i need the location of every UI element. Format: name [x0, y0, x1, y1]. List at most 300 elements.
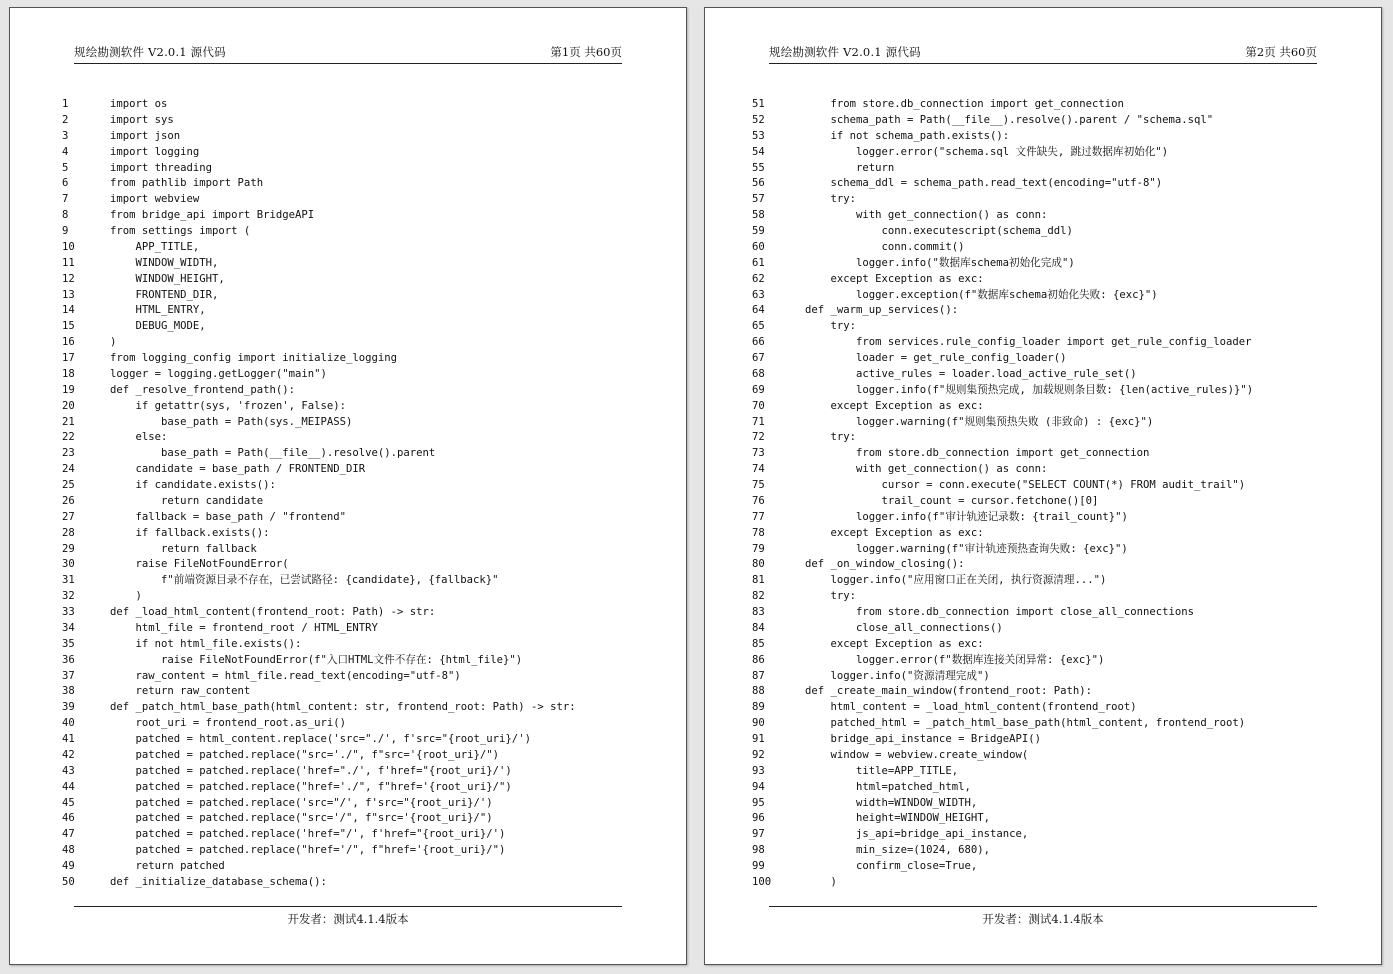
line-number: 44 — [62, 780, 75, 793]
code-text: patched = patched.replace('src="/', f'src="{root_uri}/') — [110, 796, 493, 809]
code-text: import sys — [110, 113, 174, 126]
code-text: if not schema_path.exists(): — [805, 129, 1010, 142]
code-text: from settings import ( — [110, 225, 251, 237]
code-text: HTML_ENTRY, — [110, 304, 206, 317]
code-line — [10, 176, 686, 192]
code-text: try: — [805, 320, 857, 333]
code-text: logger.exception(f"数据库schema初始化失败: {exc}") — [805, 288, 1158, 301]
code-text: import os — [110, 98, 168, 110]
page-footer: 开发者：测试4.1.4版本 — [74, 906, 622, 927]
line-number: 41 — [62, 733, 75, 745]
line-number: 19 — [62, 383, 75, 396]
code-text: from pathlib import Path — [110, 177, 264, 190]
code-text: candidate = base_path / FRONTEND_DIR — [110, 463, 366, 476]
line-number: 56 — [752, 177, 765, 190]
code-line — [705, 589, 1381, 605]
line-number: 11 — [62, 256, 75, 269]
code-text: html_content = _load_html_content(frontend_root) — [805, 701, 1137, 714]
code-line — [10, 621, 686, 637]
line-number: 99 — [752, 860, 765, 872]
code-line — [705, 129, 1381, 145]
code-line — [10, 557, 686, 573]
code-text: else: — [110, 431, 168, 444]
code-text: WINDOW_WIDTH, — [110, 256, 219, 269]
code-line — [10, 351, 686, 367]
code-text: active_rules = loader.load_active_rule_set() — [805, 367, 1137, 380]
code-line — [10, 764, 686, 780]
line-number: 59 — [752, 225, 765, 237]
page-header — [74, 44, 622, 64]
line-number: 8 — [62, 209, 69, 222]
code-text: ) — [110, 590, 142, 603]
line-number: 37 — [62, 669, 75, 682]
line-number: 85 — [752, 637, 765, 650]
line-number: 97 — [752, 828, 765, 841]
line-number: 91 — [752, 733, 765, 745]
code-line — [10, 669, 686, 685]
code-text: return — [805, 161, 895, 174]
code-text: patched = patched.replace("href='./", f"href='{root_uri}/") — [110, 780, 512, 793]
code-line — [10, 589, 686, 605]
line-number: 14 — [62, 304, 75, 317]
code-line — [705, 684, 1381, 700]
code-text: raise FileNotFoundError(f"入口HTML文件不存在: {html_file}") — [110, 653, 523, 666]
line-number: 38 — [62, 685, 75, 698]
code-line — [705, 494, 1381, 510]
code-text: from store.db_connection import get_connection — [805, 98, 1124, 110]
code-text: close_all_connections() — [805, 621, 1003, 634]
line-number: 15 — [62, 320, 75, 333]
code-line — [705, 288, 1381, 304]
line-number: 45 — [62, 796, 75, 809]
code-text: patched_html = _patch_html_base_path(html_content, frontend_root) — [805, 717, 1246, 730]
code-line — [10, 811, 686, 827]
code-text: ) — [805, 875, 837, 888]
line-number: 16 — [62, 336, 75, 349]
line-number: 43 — [62, 764, 75, 777]
code-text: def _warm_up_services(): — [805, 304, 959, 317]
code-text: from logging_config import initialize_logging — [110, 352, 398, 364]
code-text: schema_ddl = schema_path.read_text(encoding="utf-8") — [805, 177, 1163, 190]
document-page-2 — [704, 7, 1382, 965]
code-text: FRONTEND_DIR, — [110, 288, 219, 301]
code-line — [10, 383, 686, 399]
code-line — [10, 208, 686, 224]
code-line — [10, 240, 686, 256]
code-line — [10, 605, 686, 621]
code-text: if getattr(sys, 'frozen', False): — [110, 399, 346, 412]
code-text: try: — [805, 590, 857, 603]
line-number: 20 — [62, 399, 75, 412]
line-number: 93 — [752, 764, 765, 777]
line-number: 7 — [62, 193, 69, 206]
code-text: window = webview.create_window( — [805, 748, 1029, 761]
line-number: 73 — [752, 447, 765, 460]
code-line — [10, 415, 686, 431]
line-number: 6 — [62, 177, 69, 190]
line-number: 95 — [752, 796, 765, 809]
line-number: 33 — [62, 606, 75, 618]
page-number: 第2页 共60页 — [1245, 45, 1317, 59]
document-title: 规绘勘测软件 V2.0.1 源代码 — [74, 45, 226, 59]
code-line — [705, 192, 1381, 208]
line-number: 96 — [752, 812, 765, 825]
code-text: def _initialize_database_schema(): — [110, 875, 327, 888]
code-text: logger.info("应用窗口正在关闭, 执行资源清理...") — [805, 574, 1107, 587]
line-number: 78 — [752, 526, 765, 539]
code-text: def _patch_html_base_path(html_content: str, frontend_root: Path) -> str: — [110, 701, 576, 714]
code-line — [705, 875, 1381, 891]
code-line — [10, 256, 686, 272]
line-number: 82 — [752, 590, 765, 603]
code-line — [705, 637, 1381, 653]
code-line — [10, 573, 686, 589]
code-line — [10, 780, 686, 796]
code-text: base_path = Path(sys._MEIPASS) — [110, 415, 353, 428]
code-text: fallback = base_path / "frontend" — [110, 510, 346, 523]
line-number: 10 — [62, 240, 75, 253]
line-number: 70 — [752, 399, 765, 412]
code-line — [10, 161, 686, 177]
code-text: logger.warning(f"审计轨迹预热查询失败: {exc}") — [805, 542, 1128, 555]
code-line — [705, 367, 1381, 383]
code-line — [10, 653, 686, 669]
code-text: logger.error(f"数据库连接关闭异常: {exc}") — [805, 653, 1105, 666]
code-line — [10, 684, 686, 700]
code-line — [10, 319, 686, 335]
line-number: 34 — [62, 621, 75, 634]
code-text: logger.error("schema.sql 文件缺失, 跳过数据库初始化") — [805, 145, 1169, 158]
code-line — [10, 145, 686, 161]
document-title: 规绘勘测软件 V2.0.1 源代码 — [769, 45, 921, 59]
code-text: import threading — [110, 161, 213, 174]
code-text: logger.info("资源清理完成") — [805, 669, 990, 682]
code-line — [10, 367, 686, 383]
code-line — [705, 796, 1381, 812]
line-number: 76 — [752, 494, 765, 507]
code-text: WINDOW_HEIGHT, — [110, 272, 225, 285]
code-text: except Exception as exc: — [805, 272, 984, 285]
code-line — [705, 843, 1381, 859]
line-number: 51 — [752, 98, 765, 110]
code-line — [705, 256, 1381, 272]
code-text: def _create_main_window(frontend_root: Path): — [805, 685, 1093, 698]
code-text: import webview — [110, 193, 200, 206]
code-text: def _load_html_content(frontend_root: Path) -> str: — [110, 606, 436, 618]
code-line — [705, 145, 1381, 161]
code-text: min_size=(1024, 680), — [805, 844, 990, 857]
code-text: schema_path = Path(__file__).resolve().parent / "schema.sql" — [805, 113, 1214, 126]
line-number: 17 — [62, 352, 75, 364]
code-line — [10, 303, 686, 319]
code-line — [10, 272, 686, 288]
code-line — [10, 859, 686, 875]
line-number: 18 — [62, 367, 75, 380]
code-line — [705, 653, 1381, 669]
code-line — [705, 208, 1381, 224]
line-number: 69 — [752, 383, 765, 396]
code-text: return patched — [110, 860, 225, 872]
code-text: bridge_api_instance = BridgeAPI() — [805, 733, 1041, 745]
code-text: conn.executescript(schema_ddl) — [805, 225, 1073, 237]
code-line — [705, 240, 1381, 256]
code-text: logger = logging.getLogger("main") — [110, 367, 327, 380]
line-number: 52 — [752, 113, 765, 126]
code-text: patched = patched.replace("src='./", f"src='{root_uri}/") — [110, 748, 500, 761]
code-text: patched = patched.replace("href='/", f"href='{root_uri}/") — [110, 844, 506, 857]
code-line — [705, 700, 1381, 716]
line-number: 79 — [752, 542, 765, 555]
code-text: conn.commit() — [805, 240, 965, 253]
line-number: 42 — [62, 748, 75, 761]
code-listing — [10, 97, 686, 891]
code-line — [705, 748, 1381, 764]
code-line — [705, 716, 1381, 732]
code-line — [705, 335, 1381, 351]
code-text: except Exception as exc: — [805, 399, 984, 412]
code-line — [10, 526, 686, 542]
line-number: 24 — [62, 463, 75, 476]
line-number: 23 — [62, 447, 75, 460]
line-number: 40 — [62, 717, 75, 730]
code-line — [705, 176, 1381, 192]
code-text: return fallback — [110, 542, 257, 555]
line-number: 67 — [752, 352, 765, 364]
line-number: 89 — [752, 701, 765, 714]
code-text: from store.db_connection import get_connection — [805, 447, 1150, 460]
line-number: 53 — [752, 129, 765, 142]
code-text: if not html_file.exists(): — [110, 637, 302, 650]
code-line — [705, 827, 1381, 843]
code-text: import json — [110, 129, 181, 142]
code-line — [10, 478, 686, 494]
code-text: confirm_close=True, — [805, 860, 978, 872]
code-line — [10, 430, 686, 446]
code-line — [10, 542, 686, 558]
line-number: 31 — [62, 574, 75, 587]
code-text: patched = html_content.replace('src="./', f'src="{root_uri}/') — [110, 733, 531, 745]
document-page-1 — [9, 7, 687, 965]
code-text: patched = patched.replace('href="./', f'href="{root_uri}/') — [110, 764, 512, 777]
code-text: trail_count = cursor.fetchone()[0] — [805, 494, 1099, 507]
line-number: 72 — [752, 431, 765, 444]
line-number: 49 — [62, 860, 75, 872]
code-line — [705, 113, 1381, 129]
line-number: 68 — [752, 367, 765, 380]
line-number: 63 — [752, 288, 765, 301]
code-line — [10, 700, 686, 716]
code-line — [705, 161, 1381, 177]
line-number: 64 — [752, 304, 765, 317]
code-line — [705, 462, 1381, 478]
line-number: 1 — [62, 98, 69, 110]
code-line — [705, 303, 1381, 319]
code-text: def _resolve_frontend_path(): — [110, 383, 295, 396]
code-text: title=APP_TITLE, — [805, 764, 959, 777]
code-line — [10, 732, 686, 748]
code-text: logger.warning(f"规则集预热失败 (非致命) : {exc}") — [805, 415, 1154, 428]
code-line — [705, 542, 1381, 558]
code-line — [10, 748, 686, 764]
code-line — [10, 192, 686, 208]
line-number: 35 — [62, 637, 75, 650]
line-number: 32 — [62, 590, 75, 603]
code-line — [705, 510, 1381, 526]
code-text: logger.info(f"审计轨迹记录数: {trail_count}") — [805, 510, 1128, 523]
line-number: 2 — [62, 113, 69, 126]
code-line — [10, 716, 686, 732]
line-number: 71 — [752, 415, 765, 428]
code-line — [705, 383, 1381, 399]
line-number: 9 — [62, 225, 69, 237]
line-number: 50 — [62, 875, 75, 888]
code-line — [10, 288, 686, 304]
code-line — [705, 319, 1381, 335]
line-number: 81 — [752, 574, 765, 587]
code-text: except Exception as exc: — [805, 526, 984, 539]
code-line — [10, 827, 686, 843]
code-line — [10, 113, 686, 129]
code-line — [705, 478, 1381, 494]
line-number: 13 — [62, 288, 75, 301]
code-line — [705, 430, 1381, 446]
code-line — [705, 605, 1381, 621]
code-text: return raw_content — [110, 685, 251, 698]
code-line — [10, 494, 686, 510]
line-number: 57 — [752, 193, 765, 206]
line-number: 61 — [752, 256, 765, 269]
line-number: 86 — [752, 653, 765, 666]
code-line — [705, 224, 1381, 240]
line-number: 60 — [752, 240, 765, 253]
code-text: logger.info(f"规则集预热完成, 加载规则条目数: {len(active_rules)}") — [805, 383, 1254, 396]
line-number: 55 — [752, 161, 765, 174]
code-line — [705, 764, 1381, 780]
page-number: 第1页 共60页 — [550, 45, 622, 59]
code-line — [10, 462, 686, 478]
code-text: cursor = conn.execute("SELECT COUNT(*) FROM audit_trail") — [805, 479, 1246, 491]
code-text: loader = get_rule_config_loader() — [805, 352, 1067, 364]
code-text: with get_connection() as conn: — [805, 209, 1048, 222]
code-text: f"前端资源目录不存在，已尝试路径: {candidate}, {fallback}" — [110, 574, 499, 587]
line-number: 75 — [752, 479, 765, 491]
code-line — [705, 446, 1381, 462]
code-text: if fallback.exists(): — [110, 526, 270, 539]
code-line — [705, 557, 1381, 573]
code-text: height=WINDOW_HEIGHT, — [805, 812, 990, 825]
code-text: if candidate.exists(): — [110, 479, 276, 491]
line-number: 62 — [752, 272, 765, 285]
line-number: 98 — [752, 844, 765, 857]
code-line — [10, 510, 686, 526]
page-header — [769, 44, 1317, 64]
code-text: root_uri = frontend_root.as_uri() — [110, 717, 346, 730]
code-text: except Exception as exc: — [805, 637, 984, 650]
code-line — [705, 859, 1381, 875]
line-number: 28 — [62, 526, 75, 539]
code-line — [10, 399, 686, 415]
line-number: 54 — [752, 145, 765, 158]
code-line — [705, 573, 1381, 589]
code-text: raw_content = html_file.read_text(encoding="utf-8") — [110, 669, 461, 682]
code-line — [10, 335, 686, 351]
line-number: 90 — [752, 717, 765, 730]
line-number: 48 — [62, 844, 75, 857]
code-line — [10, 97, 686, 113]
code-line — [10, 875, 686, 891]
line-number: 3 — [62, 129, 69, 142]
line-number: 4 — [62, 145, 69, 158]
code-text: logger.info("数据库schema初始化完成") — [805, 256, 1075, 269]
code-text: raise FileNotFoundError( — [110, 558, 289, 571]
line-number: 83 — [752, 606, 765, 618]
line-number: 30 — [62, 558, 75, 571]
line-number: 65 — [752, 320, 765, 333]
code-line — [705, 780, 1381, 796]
code-line — [10, 224, 686, 240]
line-number: 21 — [62, 415, 75, 428]
page-footer: 开发者：测试4.1.4版本 — [769, 906, 1317, 927]
code-text: APP_TITLE, — [110, 240, 200, 253]
line-number: 74 — [752, 463, 765, 476]
line-number: 66 — [752, 336, 765, 349]
code-text: ) — [110, 336, 117, 349]
code-text: with get_connection() as conn: — [805, 463, 1048, 476]
code-line — [705, 526, 1381, 542]
code-line — [10, 446, 686, 462]
line-number: 36 — [62, 653, 75, 666]
code-listing — [705, 97, 1381, 891]
code-text: DEBUG_MODE, — [110, 320, 206, 333]
line-number: 22 — [62, 431, 75, 444]
code-text: html_file = frontend_root / HTML_ENTRY — [110, 621, 378, 634]
line-number: 47 — [62, 828, 75, 841]
code-text: js_api=bridge_api_instance, — [805, 828, 1029, 841]
line-number: 26 — [62, 494, 75, 507]
line-number: 12 — [62, 272, 75, 285]
line-number: 100 — [752, 875, 772, 888]
code-line — [705, 669, 1381, 685]
line-number: 5 — [62, 161, 69, 174]
code-text: patched = patched.replace('href="/', f'href="{root_uri}/') — [110, 828, 506, 841]
line-number: 77 — [752, 510, 765, 523]
code-text: base_path = Path(__file__).resolve().parent — [110, 447, 436, 460]
line-number: 25 — [62, 479, 75, 491]
code-line — [10, 637, 686, 653]
code-text: try: — [805, 431, 857, 444]
line-number: 39 — [62, 701, 75, 714]
code-text: from store.db_connection import close_all_connections — [805, 606, 1195, 618]
code-text: from bridge_api import BridgeAPI — [110, 209, 315, 222]
line-number: 29 — [62, 542, 75, 555]
code-line — [10, 796, 686, 812]
line-number: 80 — [752, 558, 765, 571]
code-text: patched = patched.replace("src='/", f"src='{root_uri}/") — [110, 812, 493, 825]
code-text: return candidate — [110, 494, 264, 507]
line-number: 92 — [752, 748, 765, 761]
line-number: 84 — [752, 621, 765, 634]
code-line — [705, 811, 1381, 827]
code-line — [705, 621, 1381, 637]
line-number: 46 — [62, 812, 75, 825]
line-number: 94 — [752, 780, 765, 793]
line-number: 27 — [62, 510, 75, 523]
line-number: 87 — [752, 669, 765, 682]
code-line — [705, 415, 1381, 431]
code-text: def _on_window_closing(): — [805, 558, 965, 571]
code-text: html=patched_html, — [805, 780, 971, 793]
code-text: width=WINDOW_WIDTH, — [805, 796, 978, 809]
